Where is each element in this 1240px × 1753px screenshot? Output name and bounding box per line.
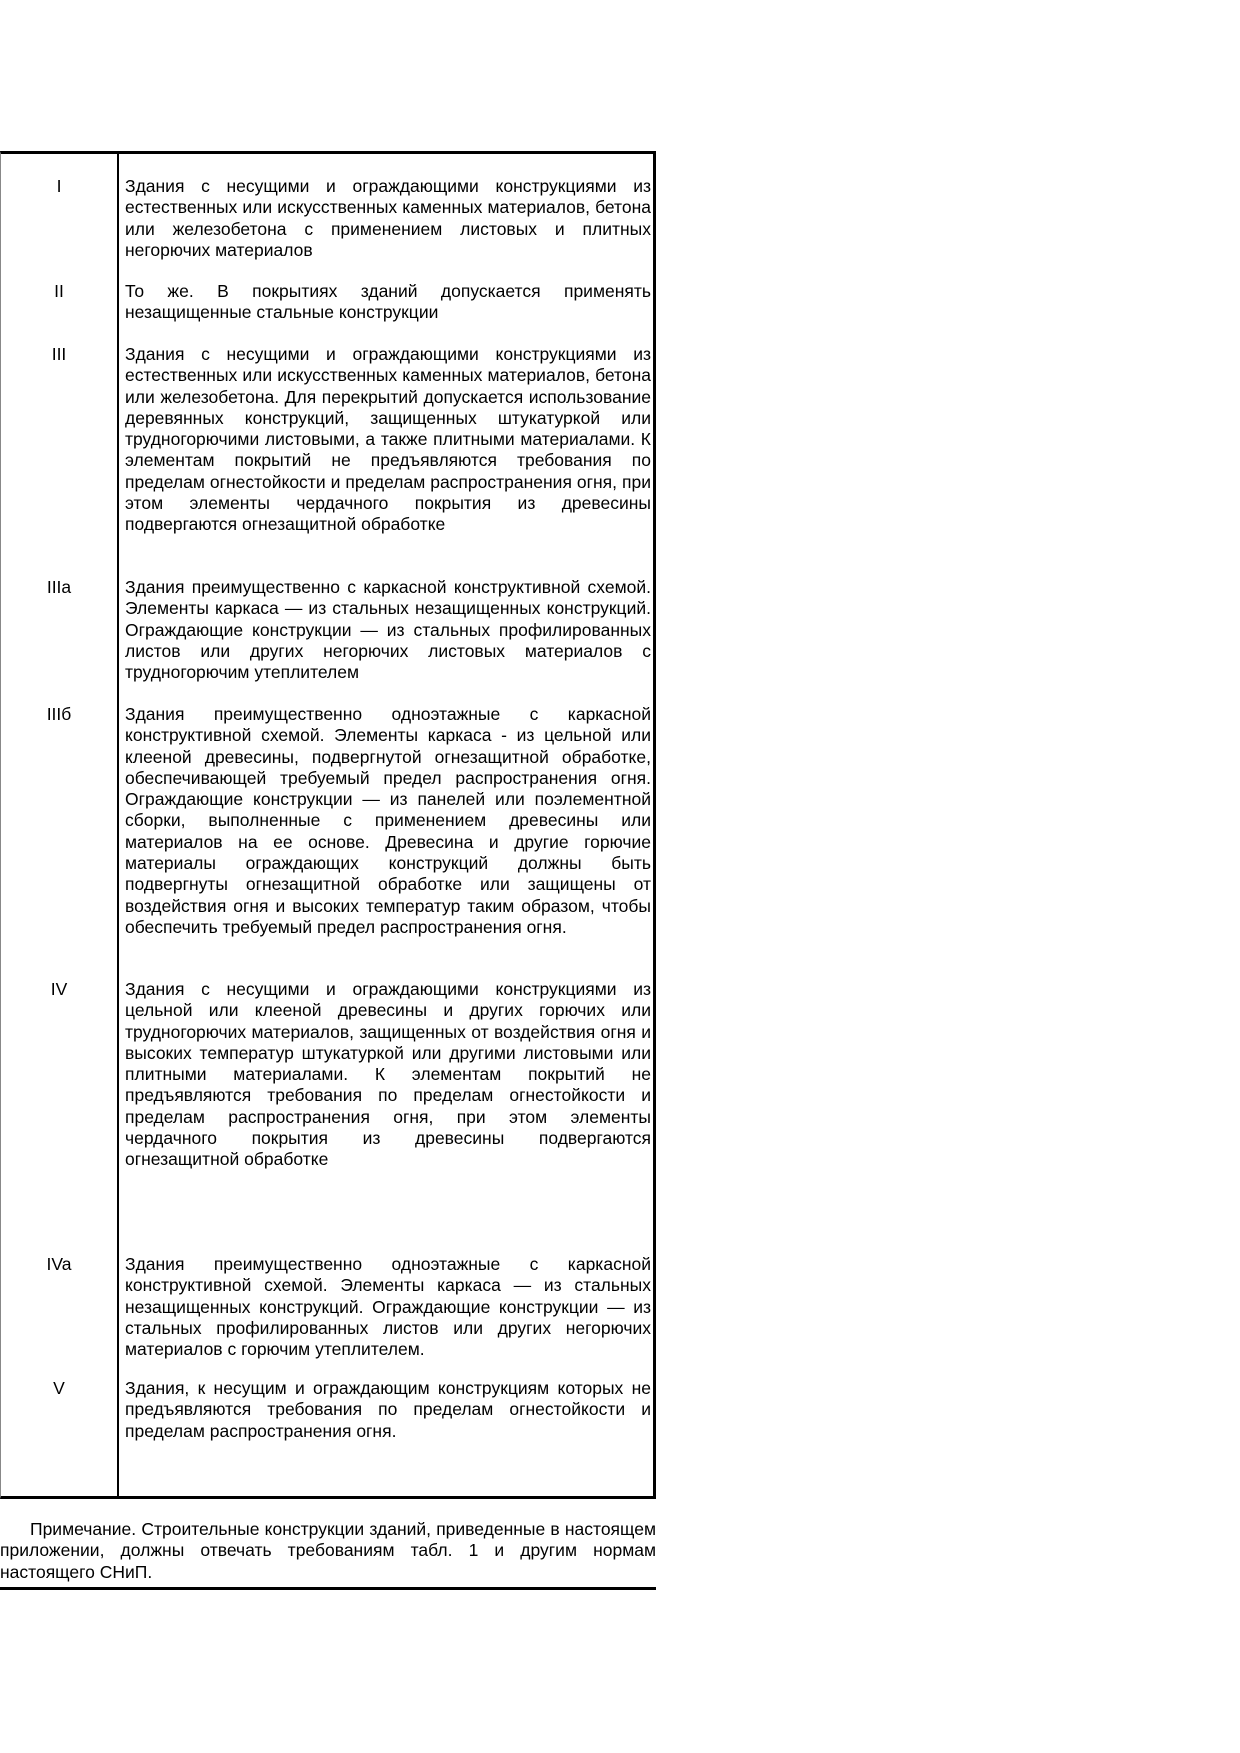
bottom-rule: [0, 1587, 656, 1590]
description-cell: Здания с несущими и ограждающими конструкциями из цельной или клееной древесины и других горючих или трудногорючих материалов, защищенных от воздействия огня и высоких температур штукатуркой или другими листовыми или плитными материалами. К элементам покрытий не предъявляются требования по пределам огнестойкости и пределам распространения огня, при этом элементы чердачного покрытия из древесины подвергаются огнезащитной обработке: [125, 979, 651, 1170]
description-cell: Здания преимущественно одноэтажные с каркасной конструктивной схемой. Элементы каркаса — из стальных незащищенных конструкций. Ограждающие конструкции — из стальных профилированных листов или других негорючих материалов с горючим утеплителем.: [125, 1254, 651, 1360]
degree-cell: IIIa: [46, 577, 72, 597]
degree-cell: I: [56, 176, 62, 196]
table-note: Примечание. Строительные конструкции зданий, приведенные в настоящем приложении, должны отвечать требованиям табл. 1 и другим нормам настоящего СНиП.: [0, 1519, 656, 1582]
degree-cell: II: [54, 281, 64, 301]
description-cell: Здания преимущественно с каркасной конструктивной схемой. Элементы каркаса — из стальных незащищенных конструкций. Ограждающие конструкции — из стальных профилированных листов или других негорючих листовых материалов с трудногорючим утеплителем: [125, 577, 651, 683]
degree-cell: III: [51, 344, 67, 364]
degree-cell: IIIб: [46, 704, 72, 724]
degree-cell: V: [53, 1378, 65, 1398]
degree-cell: IV: [50, 979, 68, 999]
description-cell: Здания преимущественно одноэтажные с каркасной конструктивной схемой. Элементы каркаса - из цельной или клееной древесины, подвергнутой огнезащитной обработке, обеспечивающей требуемый предел распространения огня. Ограждающие конструкции — из панелей или поэлементной сборки, выполненные с применением древесины или материалов на ее основе. Древесина и другие горючие материалы ограждающих конструкций должны быть подвергнуты огнезащитной обработке или защищены от воздействия огня и высоких температур таким образом, чтобы обеспечить требуемый предел распространения огня.: [125, 704, 651, 937]
description-cell: Здания, к несущим и ограждающим конструкциям которых не предъявляются требования по пределам огнестойкости и пределам распространения огня.: [125, 1378, 651, 1441]
description-cell: То же. В покрытиях зданий допускается применять незащищенные стальные конструкции: [125, 281, 651, 323]
fire-resistance-table: [0, 151, 656, 1499]
degree-cell: IVa: [46, 1254, 72, 1274]
column-divider: [117, 154, 119, 1496]
description-cell: Здания с несущими и ограждающими конструкциями из естественных или искусственных каменных материалов, бетона или железобетона с применением листовых и плитных негорючих материалов: [125, 176, 651, 260]
description-cell: Здания с несущими и ограждающими конструкциями из естественных или искусственных каменных материалов, бетона или железобетона. Для перекрытий допускается использование деревянных конструкций, защищенных штукатуркой или трудногорючими листовыми, а также плитными материалами. К элементам покрытий не предъявляются требования по пределам огнестойкости и пределам распространения огня, при этом элементы чердачного покрытия из древесины подвергаются огнезащитной обработке: [125, 344, 651, 535]
